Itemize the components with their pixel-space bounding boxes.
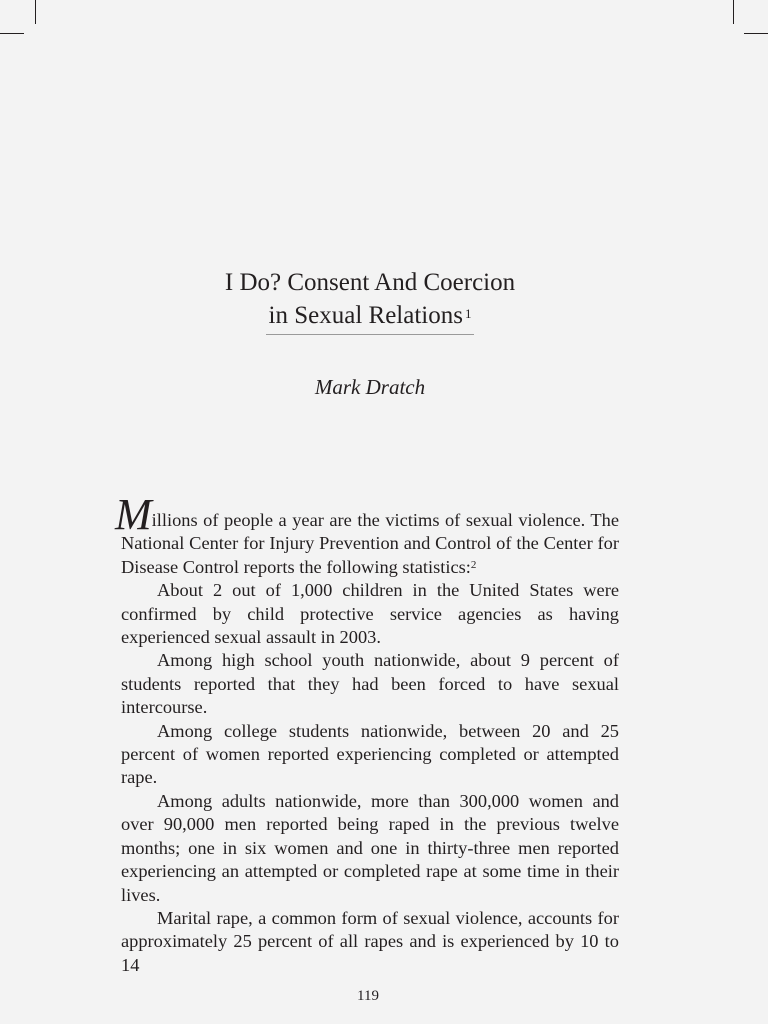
opening-paragraph [115,490,619,579]
title-footnote-marker[interactable]: 1 [464,306,472,321]
author-name: Mark Dratch [314,375,426,399]
page-number: 119 [357,988,379,1004]
crop-mark-top-left-vertical [35,0,36,24]
paragraph: About 2 out of 1,000 children in the United States were confirmed by child protective service agencies as having experienced sexual assault in 2003. [121,580,619,648]
title-line-2-text: in Sexual Relations [268,302,463,329]
paragraph: Among college students nationwide, between 20 and 25 percent of women reported experiencing completed or attempted rape. [121,720,619,788]
crop-mark-top-right-vertical [733,0,734,24]
footnote-marker-2[interactable]: 2 [470,558,477,571]
drop-cap: M [115,490,152,539]
crop-mark-top-left-horizontal [0,33,24,34]
opening-text: illions of people a year are the victims of sexual violence. The National Center for Injury Prevention and Control of the Center for Disease Control reports the following statistics: [121,510,619,577]
article-title [0,266,740,335]
paragraph: Among adults nationwide, more than 300,000 women and over 90,000 men reported being raped in the previous twelve months; one in six women and one in thirty-three men reported experiencing an attempted or completed rape at some time in their lives. [121,790,619,905]
article-body [115,490,619,977]
title-line-2 [266,299,475,335]
paragraph: Among high school youth nationwide, about 9 percent of students reported that they had been forced to have sexual intercourse. [121,650,619,718]
paragraph: Marital rape, a common form of sexual violence, accounts for approximately 25 percent of all rapes and is experienced by 10 to 14 [121,907,619,975]
crop-mark-top-right-horizontal [744,33,768,34]
title-line-1: I Do? Consent And Coercion [224,269,516,296]
